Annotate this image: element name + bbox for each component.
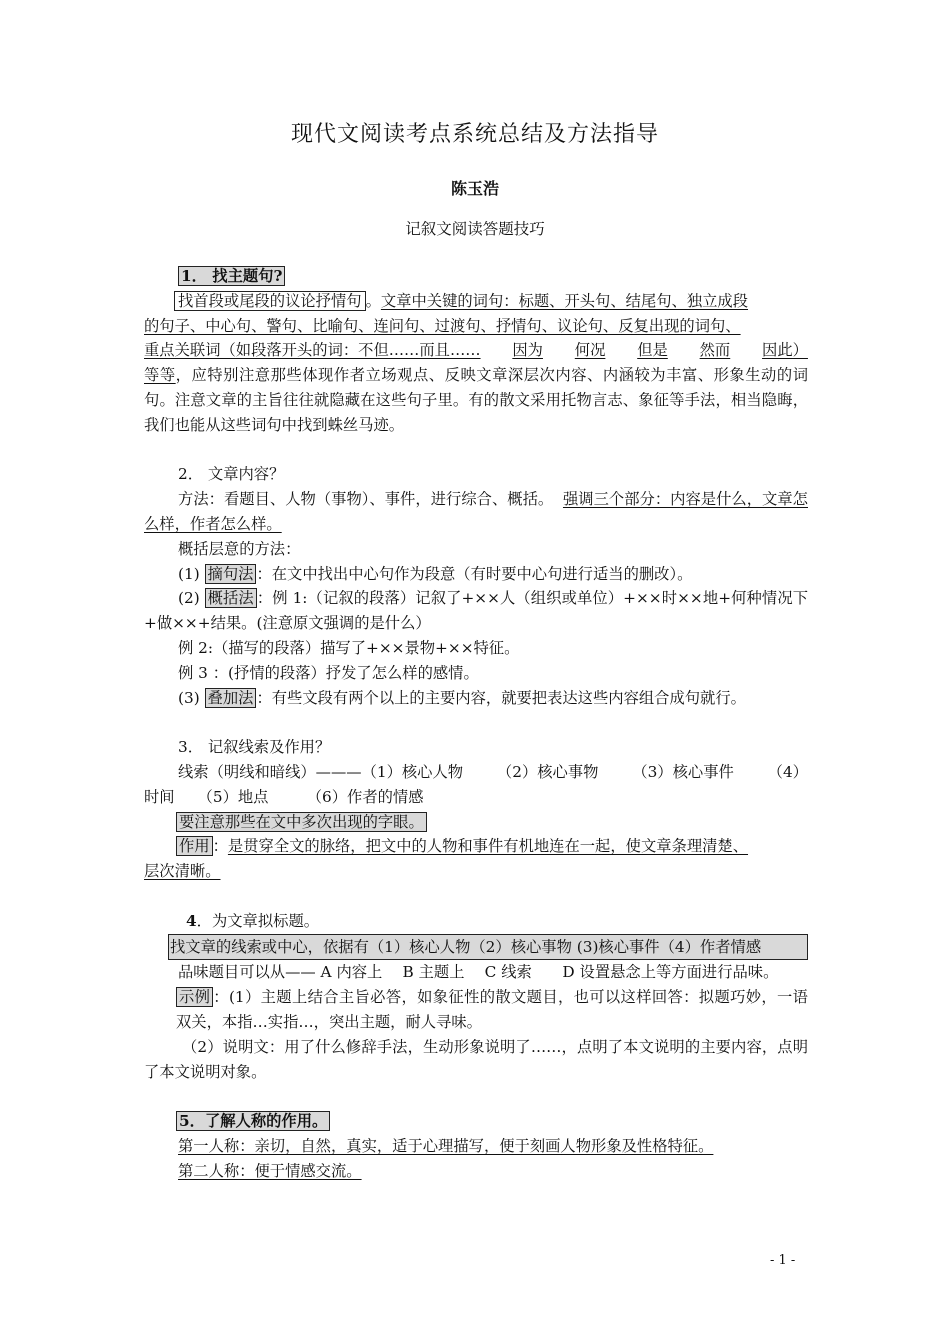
section-4-box-line [144, 934, 808, 961]
document-body [144, 264, 808, 1183]
section-1-boxed-phrase: 找首段或尾段的议论抒情句 [174, 291, 366, 311]
section-3-heading: 3． 记叙线索及作用？ [178, 738, 331, 757]
section-1-line-1: 找首段或尾段的议论抒情句 。文章中关键的词句：标题、开头句、结尾句、独立成段 [144, 289, 808, 314]
method-1: (1) 摘句法 ：在文中找出中心句作为段意（有时要中心句进行适当的删改）。 [178, 564, 693, 583]
section-1-heading-text: 1． 找主题句? [178, 266, 285, 286]
method-1-label: 摘句法 [205, 564, 257, 584]
section-1-heading [144, 264, 808, 289]
section-4-taste: 品味题目可以从—— A 内容上 B 主题上 C 线索 D 设置悬念上等方面进行品味。 [178, 963, 779, 982]
method-2: (2) 概括法 ：例 1:（记叙的段落）记叙了+××人（组织或单位）+××时××地+何种情况下+做××+结果。(注意原文强调的是什么） [144, 589, 809, 633]
section-4-example: 示例 ：(1）主题上结合主旨必答，如象征性的散文题目，也可以这样回答：拟题巧妙，一语双关，本指…实指…，突出主题，耐人寻味。 [176, 988, 808, 1031]
method-3-label: 叠加法 [205, 688, 257, 708]
section-5-heading-text: 5．了解人称的作用。 [176, 1111, 330, 1131]
section-3-note [144, 810, 808, 835]
section-5-heading [144, 1109, 808, 1134]
section-4-example-2: （2）说明文：用了什么修辞手法，生动形象说明了……，点明了本文说明的主要内容，点明了本文说明对象。 [144, 1037, 808, 1081]
section-2-method: 方法：看题目、人物（事物）、事件，进行综合、概括。 强调三个部分：内容是什么，文章怎么样，作者怎么样。 [144, 490, 808, 533]
section-4-heading: 4．为文章拟标题。 [186, 911, 320, 930]
section-4-boxed-line: 找文章的线索或中心，依据有（1）核心人物（2）核心事物 (3)核心事件（4）作者情感 [168, 934, 808, 961]
effect-label: 作用 [176, 836, 213, 856]
section-3-effect-2: 层次清晰。 [144, 862, 221, 881]
first-person: 第一人称：亲切，自然，真实，适于心理描写，便于刻画人物形象及性格特征。 [178, 1136, 714, 1155]
section-1-underline-1: 文章中关键的词句：标题、开头句、结尾句、独立成段 [380, 291, 749, 310]
page-subtitle: 记叙文阅读答题技巧 [405, 220, 545, 238]
section-3-clue-line: 线索（明线和暗线）———（1）核心人物 （2）核心事物 （3）核心事件 （4） [178, 762, 808, 781]
section-1-line-2: 的句子、中心句、警句、比喻句、连问句、过渡句、抒情句、议论句、反复出现的词句、 [144, 316, 741, 335]
example-label: 示例 [176, 987, 213, 1007]
second-person: 第二人称：便于情感交流。 [178, 1161, 362, 1180]
section-2-heading: 2． 文章内容？ [178, 465, 285, 484]
method-3: (3) 叠加法 ：有些文段有两个以上的主要内容，就要把表达这些内容组合成句就行。 [178, 688, 746, 707]
author-name: 陈玉浩 [450, 179, 499, 198]
page-title: 现代文阅读考点系统总结及方法指导 [290, 122, 659, 147]
method-2-example-3: 例 3 ：(抒情的段落）抒发了怎么样的感情。 [178, 663, 479, 682]
section-1-paragraph: 等等，应特别注意那些体现作者立场观点、反映文章深层次内容、内涵较为丰富、形象生动的词句。注意文章的主旨往往就隐藏在这些句子里。有的散文采用托物言志、象征等手法，相当隐晦，我们也能从这些词句中找到蛛丝马迹。 [144, 366, 808, 434]
page-number: - 1 - [770, 1253, 796, 1268]
section-3-effect: 作用 ：是贯穿全文的脉络，把文中的人物和事件有机地连在一起，使文章条理清楚、 [144, 834, 808, 859]
method-2-label: 概括法 [205, 588, 257, 608]
section-3-clue-line-2: 时间 （5）地点 （6）作者的情感 [144, 787, 424, 806]
section-3-note-box: 要注意那些在文中多次出现的字眼。 [176, 812, 427, 832]
section-2-summary-title: 概括层意的方法： [178, 539, 301, 558]
method-2-example-2: 例 2:（描写的段落）描写了+××景物+××特征。 [178, 638, 520, 657]
section-1-line-3: 重点关联词（如段落开头的词：不但……而且…… 因为 何况 但是 然而 因此） [144, 341, 808, 360]
